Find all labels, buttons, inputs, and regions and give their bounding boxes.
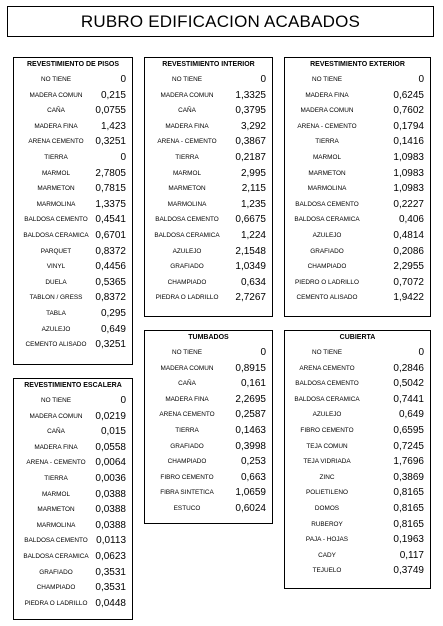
row-label: TEJA COMUN [306, 442, 348, 450]
row-label: POLIETILENO [306, 489, 348, 497]
table-row [145, 376, 272, 392]
row-label: TIERRA [44, 153, 68, 161]
table-row [285, 485, 430, 501]
row-value: 0,663 [240, 471, 266, 483]
table-row [145, 290, 272, 306]
row-value: 0,8372 [95, 245, 126, 257]
row-label: DOMOS [314, 504, 340, 512]
row-label: TEJA VIDRIADA [303, 458, 351, 466]
row-value: 0,406 [398, 214, 424, 226]
table-row [285, 88, 430, 104]
row-value: 0,4456 [95, 261, 126, 273]
row-label: TABLON / GRESS [29, 294, 83, 302]
row-label: CAÑA [178, 107, 196, 115]
table-tumbados [144, 330, 273, 524]
row-value: 1,0983 [393, 183, 424, 195]
row-value: 0 [260, 74, 266, 85]
table-revestimiento-interior [144, 57, 273, 317]
row-label: ESTUCO [173, 504, 201, 512]
row-value: 0,3251 [95, 339, 126, 351]
table-row [14, 181, 132, 197]
row-label: CEMENTO ALISADO [296, 294, 358, 302]
row-value: 0,0448 [95, 597, 126, 609]
table-revestimiento-escalera [13, 378, 133, 620]
row-label: BALDOSA CERAMICA [23, 552, 89, 560]
table-row [14, 275, 132, 291]
table-row [285, 150, 430, 166]
row-label: MADERA COMUN [160, 91, 214, 99]
row-label: ARENA CEMENTO [299, 364, 355, 372]
table-row [14, 103, 132, 119]
table-row [14, 212, 132, 228]
table-row [145, 454, 272, 470]
table-row [285, 259, 430, 275]
row-label: AZULEJO [312, 411, 342, 419]
table-row [145, 259, 272, 275]
row-value: 0,0113 [96, 535, 126, 547]
table-row [285, 376, 430, 392]
row-value: 0,6024 [235, 502, 266, 514]
table-row [14, 228, 132, 244]
row-value: 2,995 [240, 167, 266, 179]
row-value: 0,6701 [95, 229, 126, 241]
row-value: 0,3531 [95, 582, 126, 594]
table-row [14, 549, 132, 565]
row-label: PIEDRA O LADRILLO [155, 294, 219, 302]
row-value: 0,7072 [393, 276, 424, 288]
table-row [145, 470, 272, 486]
row-value: 1,0349 [235, 261, 266, 273]
row-label: MADERA FINA [165, 122, 209, 130]
row-label: CADY [318, 551, 336, 559]
table-row [285, 407, 430, 423]
row-value: 0,2187 [235, 151, 266, 163]
table-row [145, 166, 272, 182]
row-label: TEJUELO [312, 567, 342, 575]
row-value: 0,2086 [393, 245, 424, 257]
table-cubierta [284, 330, 431, 589]
row-label: GRAFIADO [170, 442, 204, 450]
table-row [285, 228, 430, 244]
row-value: 1,224 [240, 229, 266, 241]
row-label: ARENA - CEMENTO [157, 138, 217, 146]
table-row [145, 244, 272, 260]
table-row [285, 439, 430, 455]
row-label: BALDOSA CEMENTO [155, 216, 219, 224]
row-value: 0,4814 [393, 229, 424, 241]
row-value: 0,8915 [235, 362, 266, 374]
row-label: RUBEROY [311, 520, 343, 528]
row-label: ARENA CEMENTO [28, 138, 84, 146]
table-row [14, 440, 132, 456]
row-label: FIBRO CEMENTO [160, 473, 214, 481]
row-label: AZULEJO [312, 231, 342, 239]
row-value: 0,6595 [393, 424, 424, 436]
row-value: 0,649 [100, 323, 126, 335]
row-value: 2,2955 [393, 261, 424, 273]
table-row [145, 88, 272, 104]
row-value: 0 [120, 395, 126, 406]
table-row [14, 393, 132, 409]
row-value: 0,0064 [95, 457, 126, 469]
table-row [145, 361, 272, 377]
row-label: CAÑA [178, 380, 196, 388]
row-label: MARMOL [41, 490, 71, 498]
row-label: MADERA FINA [34, 443, 78, 451]
row-label: DUELA [45, 278, 67, 286]
row-value: 2,115 [241, 183, 266, 195]
table-revestimiento-pisos [13, 57, 133, 365]
row-label: MARMOL [172, 169, 202, 177]
row-value: 2,7805 [95, 167, 126, 179]
table-row [285, 345, 430, 361]
table-row [145, 423, 272, 439]
table-row [285, 454, 430, 470]
row-value: 0,0755 [95, 105, 126, 117]
row-value: 0,7245 [393, 440, 424, 452]
table-row [285, 244, 430, 260]
row-label: MADERA FINA [34, 122, 78, 130]
table-row [14, 518, 132, 534]
row-value: 0,5365 [95, 276, 126, 288]
table-row [145, 150, 272, 166]
row-label: GRAFIADO [310, 247, 344, 255]
row-value: 0 [418, 74, 424, 85]
table-row [285, 275, 430, 291]
table-row [14, 502, 132, 518]
table-row [145, 485, 272, 501]
table-row [14, 455, 132, 471]
row-label: ARENA - CEMENTO [26, 459, 86, 467]
row-label: PIEDRA O LADRILLO [24, 599, 88, 607]
row-label: BALDOSA CEMENTO [295, 200, 359, 208]
row-label: MARMETON [37, 506, 75, 514]
row-value: 0,0623 [95, 550, 126, 562]
row-label: CEMENTO ALISADO [25, 341, 87, 349]
table-row [14, 322, 132, 338]
row-label: AZULEJO [172, 247, 202, 255]
table-row [285, 119, 430, 135]
row-label: PARQUET [40, 247, 72, 255]
row-label: NO TIENE [171, 76, 203, 83]
row-value: 0,3749 [393, 565, 424, 577]
table-heading: REVESTIMIENTO EXTERIOR [310, 61, 405, 68]
table-row [145, 197, 272, 213]
row-label: NO TIENE [40, 76, 72, 83]
row-value: 0,2227 [393, 198, 424, 210]
row-label: ZINC [319, 473, 335, 481]
row-label: MARMOLINA [36, 521, 76, 529]
row-value: 0 [120, 74, 126, 85]
row-label: VINYL [46, 263, 66, 271]
table-heading: REVESTIMIENTO DE PISOS [26, 61, 120, 68]
table-row [285, 563, 430, 579]
row-value: 0,0219 [95, 410, 126, 422]
row-value: 1,9422 [393, 292, 424, 304]
table-row [145, 212, 272, 228]
row-label: BALDOSA CEMENTO [24, 537, 88, 545]
row-label: MARMOLINA [167, 200, 207, 208]
table-row [14, 259, 132, 275]
row-value: 0,3531 [95, 566, 126, 578]
row-value: 0,6245 [393, 89, 424, 101]
table-row [145, 72, 272, 88]
row-value: 0,3251 [95, 136, 126, 148]
table-row [14, 580, 132, 596]
table-row [285, 290, 430, 306]
table-row [14, 134, 132, 150]
row-value: 2,7267 [235, 292, 266, 304]
table-row [285, 361, 430, 377]
row-value: 0,649 [398, 409, 424, 421]
row-label: MARMETON [168, 185, 206, 193]
table-row [285, 103, 430, 119]
table-row [145, 501, 272, 517]
row-label: CHAMPIADO [167, 458, 207, 466]
row-value: 0,7441 [393, 393, 424, 405]
row-label: MADERA FINA [165, 395, 209, 403]
table-row [14, 88, 132, 104]
table-heading: CUBIERTA [339, 334, 376, 341]
row-value: 1,3325 [235, 89, 266, 101]
table-row [14, 72, 132, 88]
table-row [14, 337, 132, 353]
row-value: 0,161 [240, 378, 266, 390]
table-row [145, 228, 272, 244]
row-value: 0,0036 [95, 472, 126, 484]
table-row [14, 424, 132, 440]
row-label: ARENA - CEMENTO [297, 122, 357, 130]
row-label: MADERA COMUN [160, 364, 214, 372]
row-value: 0 [260, 347, 266, 358]
row-value: 0,1463 [235, 424, 266, 436]
table-row [285, 166, 430, 182]
row-label: FIBRA SINTETICA [160, 489, 214, 497]
table-row [14, 119, 132, 135]
row-value: 0,0388 [95, 504, 126, 516]
row-label: TIERRA [175, 153, 199, 161]
table-heading: REVESTIMIENTO ESCALERA [24, 382, 122, 389]
table-row [145, 103, 272, 119]
row-value: 0,117 [399, 549, 424, 561]
row-value: 0,0558 [95, 441, 126, 453]
table-row [145, 392, 272, 408]
row-value: 0,3869 [393, 471, 424, 483]
row-value: 0,295 [100, 307, 126, 319]
row-label: FIBRO CEMENTO [300, 426, 354, 434]
row-value: 0,1794 [393, 120, 424, 132]
row-label: TIERRA [175, 426, 199, 434]
row-value: 0,1963 [393, 534, 424, 546]
row-label: MARMOL [41, 169, 71, 177]
table-row [145, 181, 272, 197]
row-value: 0,2846 [393, 362, 424, 374]
row-value: 0 [418, 347, 424, 358]
row-value: 0,5042 [393, 378, 424, 390]
row-label: TABLA [46, 309, 66, 317]
table-heading: TUMBADOS [188, 334, 229, 341]
row-value: 0,2587 [235, 409, 266, 421]
row-value: 0,3795 [235, 105, 266, 117]
table-row [14, 290, 132, 306]
row-label: ARENA CEMENTO [159, 411, 215, 419]
table-row [14, 197, 132, 213]
table-row [145, 345, 272, 361]
table-row [285, 197, 430, 213]
row-label: PAJA - HOJAS [305, 536, 349, 544]
table-row [14, 565, 132, 581]
row-label: CHAMPIADO [36, 584, 76, 592]
row-label: BALDOSA CERAMICA [294, 395, 360, 403]
row-value: 1,235 [240, 198, 266, 210]
row-value: 0,3998 [235, 440, 266, 452]
row-label: MARMOLINA [36, 200, 76, 208]
row-value: 1,0983 [393, 151, 424, 163]
row-value: 0,0388 [95, 488, 126, 500]
table-row [14, 596, 132, 612]
table-row [145, 407, 272, 423]
row-label: NO TIENE [311, 349, 343, 356]
row-value: 1,0659 [235, 487, 266, 499]
table-row [285, 212, 430, 228]
row-label: MADERA COMUN [29, 91, 83, 99]
row-label: BALDOSA CERAMICA [294, 216, 360, 224]
row-value: 0,8165 [393, 518, 424, 530]
table-heading: REVESTIMIENTO INTERIOR [162, 61, 255, 68]
row-label: GRAFIADO [39, 568, 73, 576]
row-value: 1,7696 [393, 456, 424, 468]
table-row [285, 548, 430, 564]
table-row [285, 517, 430, 533]
table-row [285, 181, 430, 197]
row-value: 2,1548 [235, 245, 266, 257]
table-row [145, 119, 272, 135]
row-value: 0,0388 [95, 519, 126, 531]
table-row [14, 533, 132, 549]
row-label: NO TIENE [40, 397, 72, 404]
row-value: 0 [120, 151, 126, 163]
table-row [285, 532, 430, 548]
row-value: 3,292 [240, 120, 266, 132]
row-value: 2,2695 [235, 393, 266, 405]
row-label: TIERRA [44, 474, 68, 482]
row-label: MADERA COMUN [300, 107, 354, 115]
row-value: 0,8372 [95, 292, 126, 304]
table-row [14, 244, 132, 260]
table-row [14, 471, 132, 487]
row-value: 0,7815 [95, 183, 126, 195]
row-label: AZULEJO [41, 325, 71, 333]
row-value: 0,8165 [393, 487, 424, 499]
table-row [14, 150, 132, 166]
table-row [285, 423, 430, 439]
row-value: 0,7602 [393, 105, 424, 117]
row-value: 0,253 [240, 456, 266, 468]
row-value: 0,215 [100, 89, 126, 101]
table-row [285, 392, 430, 408]
row-label: NO TIENE [311, 76, 343, 83]
table-row [145, 275, 272, 291]
row-value: 0,6675 [235, 214, 266, 226]
row-label: CHAMPIADO [307, 263, 347, 271]
row-value: 1,423 [100, 120, 126, 132]
row-label: BALDOSA CEMENTO [24, 216, 88, 224]
row-value: 0,3867 [235, 136, 266, 148]
row-label: PIEDRO O LADRILLO [295, 278, 359, 286]
row-value: 0,1416 [393, 136, 424, 148]
table-row [14, 487, 132, 503]
row-label: CHAMPIADO [167, 278, 207, 286]
row-label: CAÑA [47, 428, 65, 436]
row-label: MARMETON [37, 185, 75, 193]
table-row [14, 306, 132, 322]
row-label: GRAFIADO [170, 263, 204, 271]
row-label: BALDOSA CERAMICA [23, 231, 89, 239]
page-title: RUBRO EDIFICACION ACABADOS [7, 6, 434, 37]
row-value: 0,634 [240, 276, 266, 288]
table-row [285, 72, 430, 88]
row-value: 0,015 [100, 426, 126, 438]
row-label: MADERA FINA [305, 91, 349, 99]
row-label: MARMOL [312, 153, 342, 161]
table-row [285, 501, 430, 517]
table-row [285, 470, 430, 486]
row-value: 1,0983 [393, 167, 424, 179]
table-row [285, 134, 430, 150]
row-label: BALDOSA CEMENTO [295, 380, 359, 388]
table-row [145, 134, 272, 150]
row-value: 1,3375 [95, 198, 126, 210]
table-row [145, 439, 272, 455]
table-revestimiento-exterior [284, 57, 431, 317]
row-value: 0,4541 [95, 214, 126, 226]
table-row [14, 166, 132, 182]
row-label: CAÑA [47, 107, 65, 115]
row-label: BALDOSA CERAMICA [154, 231, 220, 239]
row-value: 0,8165 [393, 502, 424, 514]
row-label: MARMETON [308, 169, 346, 177]
row-label: MARMOLINA [307, 185, 347, 193]
row-label: TIERRA [315, 138, 339, 146]
row-label: MADERA COMUN [29, 412, 83, 420]
row-label: NO TIENE [171, 349, 203, 356]
table-row [14, 409, 132, 425]
